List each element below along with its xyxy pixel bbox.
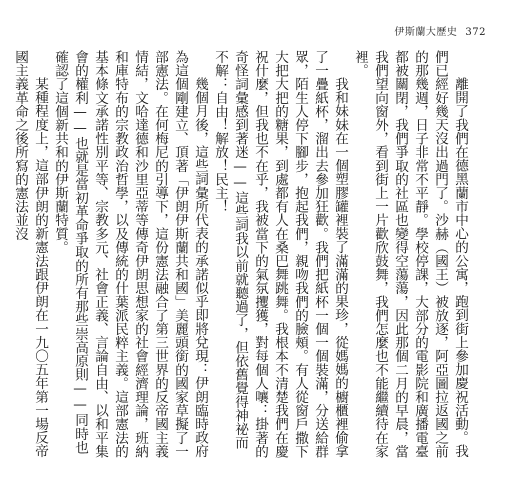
paragraph: 幾個月後，這些詞彙所代表的承諾似乎即將兌現：伊朗臨時政府為這個剛建立、頂著「伊朗伊斯蘭共和國」美麗頭銜的國家草擬了一部憲法。在何梅尼的引導下，這份憲法融合了第三世界的反帝國主義情結，文哈達德和沙里亞蒂等傳奇伊朗思想家的社會經濟理論，班納和庫特布的宗教政治哲學，以及傳統的什葉派民粹主義。這部憲法的基本條文承諾性別平等、宗教多元、社會正義、言論自由、以和平集會的權利——也就是當初革命爭取的所有那些崇高原則——同時也確認了這個新共和的伊斯蘭特質。 xyxy=(52,50,208,458)
running-header xyxy=(394,23,486,38)
page-number: 372 xyxy=(465,27,486,38)
running-title: 伊斯蘭大歷史 xyxy=(394,27,458,38)
paragraph: 我和妹妹在一個塑膠罐裡裝了滿滿的果珍，從媽媽的櫥櫃裡偷拿了一疊紙杯，溜出去參加狂歡。我們把紙杯一個一個裝滿，分送給群眾，陌生人停下腳步，抱起我們，親吻我們的臉頰。有人從窗戶撒下大把大把的糖果，到處都有人在桑巴舞跳舞。我根本不清楚我們在慶祝什麼，但我也不在乎，我被當下的氣氛攫獲，對每個人嚷：掛著的奇怪詞彙感到著迷——這些詞我以前就聽過了，但依舊覺得神祕而不解：自由！解放！民主！ xyxy=(212,50,348,458)
paragraph: 某種程度上，這部伊朗的新憲法跟伊朗在一九〇五年第一場反帝國主義革命之後所寫的憲法並沒 xyxy=(12,50,48,458)
body-text xyxy=(12,50,470,460)
paragraph: 離開了我們在德黑蘭市中心的公寓，跑到街上參加慶祝活動。我們已經好幾天沒出過門了。沙赫（國王）被放逐，阿亞圖拉返國之前的那幾週，日子非常不平靜。學校停課，大部分的電影院和廣播電臺都被關閉，我們爭取的社區也變得空蕩蕩，因此那個二月的早晨，當我們望向窗外，看到街上一片歡欣鼓舞，我們怎麼也不能繼續待在家裡。 xyxy=(352,50,468,458)
